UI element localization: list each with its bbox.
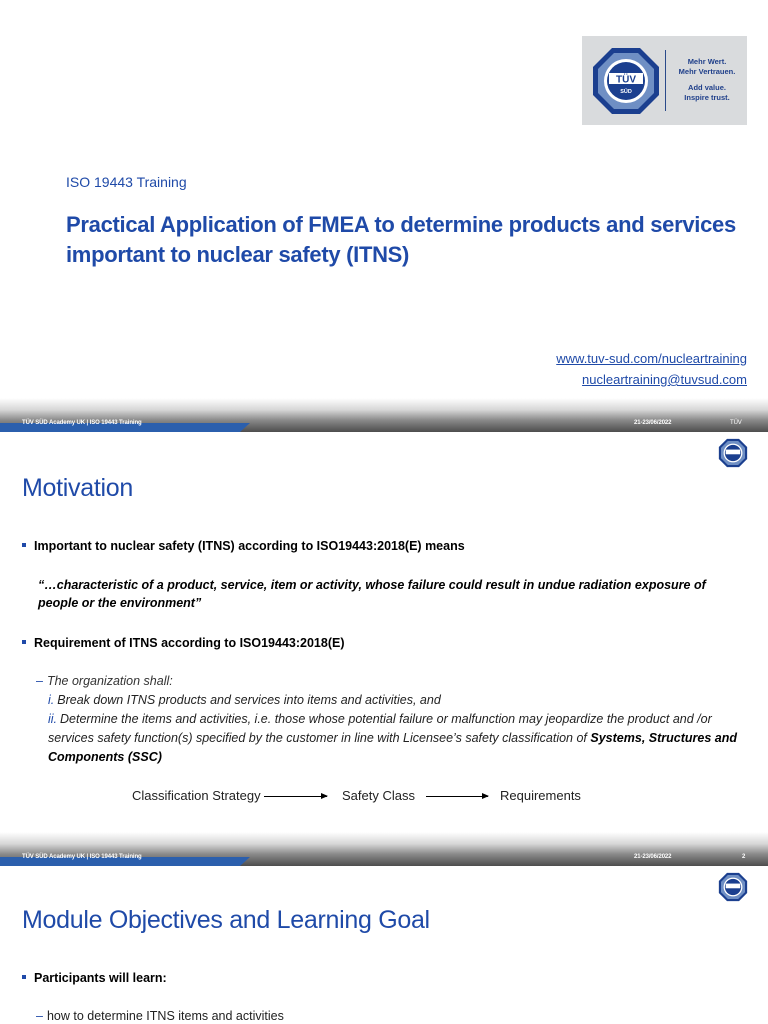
arrow-right-icon (426, 796, 488, 797)
footer-page: TÜV (730, 420, 742, 426)
definition-quote: “…characteristic of a product, service, item or activity, whose failure could result in undue radiation exposure of people or the environment” (38, 578, 706, 610)
tuv-sud-logo-icon (591, 46, 661, 116)
footer-left-text: TÜV SÜD Academy UK | ISO 19443 Training (22, 854, 142, 860)
bullet-text: Participants will learn: (34, 971, 167, 985)
bullet-text: Important to nuclear safety (ITNS) according to ISO19443:2018(E) means (34, 539, 465, 553)
footer-date: 21-23/06/2022 (634, 420, 672, 426)
list-item-bold: Systems, Structures and Components (SSC) (48, 731, 737, 764)
footer-page: 2 (742, 854, 746, 860)
sub-item-itns (36, 1009, 284, 1023)
sub-item-organization (36, 674, 173, 688)
website-link[interactable]: www.tuv-sud.com/nucleartraining (556, 351, 747, 366)
flow-step-2: Safety Class (342, 788, 415, 803)
list-number: ii. (48, 712, 58, 726)
email-link[interactable]: nucleartraining@tuvsud.com (582, 372, 747, 387)
sub-item-text: how to determine ITNS items and activities (46, 1009, 284, 1023)
slide-footer (0, 832, 768, 866)
flow-step-1: Classification Strategy (132, 788, 261, 803)
tagline-en-2: Inspire trust. (684, 93, 730, 102)
bullet-square-icon (22, 543, 26, 547)
flow-step-3: Requirements (500, 788, 581, 803)
list-item-text: Determine the items and activities, i.e. those whose potential failure or malfunction may jeopardize the product and /or services safety function(s) specified by the customer in line with Licensee’s safety classification of (48, 712, 712, 745)
tuv-sud-logo-icon (718, 438, 748, 468)
tuv-sud-logo-icon (718, 872, 748, 902)
slide-heading: Module Objectives and Learning Goal (22, 906, 430, 934)
arrow-right-icon (264, 796, 327, 797)
dash-marker: – (36, 674, 43, 688)
slide-footer (0, 398, 768, 432)
tuv-sud-logo-panel (582, 36, 747, 125)
bullet-itns-requirement (22, 636, 345, 650)
tagline-de-1: Mehr Wert. (687, 57, 727, 66)
logo-divider (665, 50, 666, 111)
objectives-slide (0, 866, 768, 1024)
bullet-itns-definition (22, 539, 465, 553)
motivation-slide (0, 432, 768, 827)
tagline-en-1: Add value. (688, 83, 726, 92)
bullet-square-icon (22, 975, 26, 979)
dash-marker: – (36, 1009, 43, 1023)
title-slide (0, 0, 768, 400)
list-number: i. (48, 693, 55, 707)
bullet-participants (22, 971, 167, 985)
footer-date: 21-23/06/2022 (634, 854, 672, 860)
list-item-i (48, 691, 748, 710)
bullet-text: Requirement of ITNS according to ISO19443:2018(E) (34, 636, 345, 650)
tagline-de-2: Mehr Vertrauen. (678, 67, 736, 76)
footer-left-text: TÜV SÜD Academy UK | ISO 19443 Training (22, 420, 142, 426)
slide-title: Practical Application of FMEA to determine products and services important to nuclear safety (ITNS) (66, 212, 736, 267)
list-item-text: Break down ITNS products and services into items and activities, and (57, 693, 441, 707)
svg-text:SÜD: SÜD (620, 89, 632, 95)
slide-subtitle: ISO 19443 Training (66, 174, 187, 190)
slide-heading: Motivation (22, 474, 133, 502)
list-item-ii (48, 710, 748, 767)
svg-text:TÜV: TÜV (616, 74, 636, 86)
bullet-square-icon (22, 640, 26, 644)
sub-item-text: The organization shall: (46, 674, 173, 688)
